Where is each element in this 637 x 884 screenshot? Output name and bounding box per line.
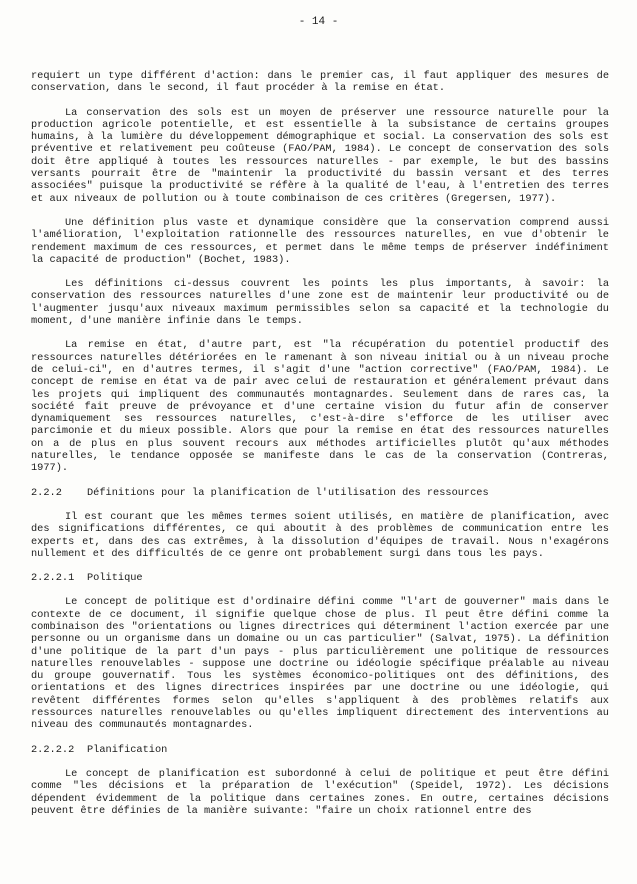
- section-number: 2.2.2.1: [31, 572, 75, 585]
- page-number: - 14 -: [298, 16, 339, 28]
- section-heading-2-2-2-1: [31, 572, 609, 584]
- paragraph-soil-conservation: La conservation des sols est un moyen de préserver une ressource naturelle pour la production agricole potentielle, et est essentielle à la subsistance de certains groupes humains, à la lumière du développement démographique et social. La conservation des sols est préventive et relativement peu coûteuse (FAO/PAM, 1984). Le concept de conservation des sols doit être appliqué à toutes les ressources naturelles - par exemple, le but des bassins versants pourrait être de "maintenir la productivité du bassin versant et des terres associées" puisque la productivité se réfère à la qualité de l'eau, à l'entretien des terres et aux niveaux de pollution ou à toute combinaison de ces critères (Gregersen, 1977).: [31, 106, 609, 205]
- paragraph-continuation: requiert un type différent d'action: dans le premier cas, il faut appliquer des mesures de conservation, dans le second, il faut procéder à la remise en état.: [31, 70, 609, 95]
- paragraph-politique: Le concept de politique est d'ordinaire défini comme "l'art de gouverner" mais dans le contexte de ce document, il signifie quelque chose de plus. Il peut être défini comme la combinaison des "orientations ou lignes directrices qui déterminent l'action exercée par une personne ou un organisme dans un domaine ou un cas particulier" (Salvat, 1975). La définition d'une politique de la part d'un pays - plus particulièrement une politique de ressources naturelles renouvelables - suppose une doctrine ou idéologie spécifique préalable au niveau du groupe gouvernatif. Tous les systèmes économico-politiques ont des définitions, des orientations et des lignes directrices inspirées par une doctrine ou une idéologie, qui revêtent différentes formes selon qu'elles s'appliquent à des problèmes relatifs aux ressources naturelles renouvelables ou qu'elles impliquent directement des interventions au niveau des communautés montagnardes.: [31, 596, 609, 732]
- section-title: Définitions pour la planification de l'utilisation des ressources: [87, 486, 489, 499]
- paragraph-remise-en-etat: La remise en état, d'autre part, est "la récupération du potentiel productif des ressources naturelles détériorées en le ramenant à son niveau initial ou à un niveau proche de celui-ci", en d'autres termes, il s'agit d'une "action corrective" (FAO/PAM, 1984). Le concept de remise en état va de pair avec celui de restauration et généralement prévaut dans les projets qui impliquent des communautés montagnardes. Seulement dans de rares cas, la société fait preuve de prévoyance et d'une certaine vision du futur afin de conserver dynamiquement ses ressources naturelles, c'est-à-dire s'efforce de les utiliser avec parcimonie et du mieux possible. Alors que pour la remise en état des ressources naturelles on a de plus en plus souvent recours aux méthodes artificielles plutôt qu'aux méthodes naturelles, le tendance opposée se manifeste dans le cas de la conservation (Contreras, 1977).: [31, 339, 609, 475]
- section-title: Planification: [87, 743, 168, 756]
- page-body: [31, 70, 609, 817]
- paragraph-planning-definitions: Il est courant que les mêmes termes soient utilisés, en matière de planification, avec des significations différentes, ce qui aboutit à des problèmes de communication entre les experts et, dans des cas extrêmes, à la dissolution d'équipes de travail. Nous n'exagérons nullement et des difficultés de ce genre ont probablement surgi dans tous les pays.: [31, 510, 609, 560]
- section-number: 2.2.2.2: [31, 743, 75, 756]
- section-heading-2-2-2-2: [31, 744, 609, 756]
- paragraph-dynamic-definition: Une définition plus vaste et dynamique considère que la conservation comprend aussi l'amélioration, l'exploitation rationnelle des ressources naturelles, en vue d'obtenir le rendement maximum de ces ressources, et permet dans le même temps de préserver indéfiniment la capacité de production" (Bochet, 1983).: [31, 216, 609, 266]
- section-heading-2-2-2: [31, 487, 609, 499]
- section-title: Politique: [87, 572, 143, 585]
- section-number: 2.2.2: [31, 486, 62, 499]
- paragraph-planification: Le concept de planification est subordonné à celui de politique et peut être défini comme "les décisions et la préparation de l'exécution" (Speidel, 1972). Les décisions dépendent évidemment de la politique dans certaines zones. En outre, certaines décisions peuvent être définies de la manière suivante: "faire un choix rationnel entre des: [31, 767, 609, 817]
- paragraph-definitions-summary: Les définitions ci-dessus couvrent les points les plus importants, à savoir: la conservation des ressources naturelles d'une zone est de maintenir leur productivité ou de l'augmenter jusqu'aux niveaux maximum permissibles selon sa capacité et la technologie du moment, d'une manière infinie dans le temps.: [31, 278, 609, 328]
